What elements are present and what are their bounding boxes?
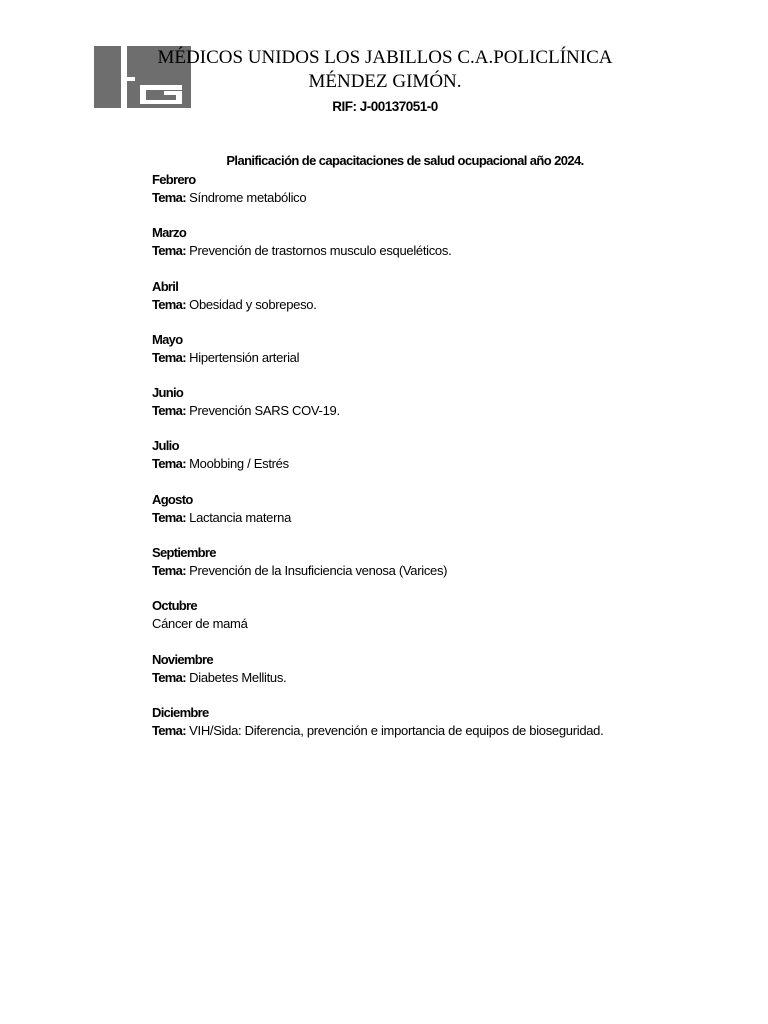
month-label: Julio <box>152 438 179 454</box>
topic-text: Lactancia materna <box>189 509 291 525</box>
training-schedule <box>152 171 712 757</box>
rif-number: RIF: J-00137051-0 <box>332 99 438 114</box>
document-title: Planificación de capacitaciones de salud ocupacional año 2024. <box>226 153 584 168</box>
topic-label: Tema: <box>152 243 186 259</box>
schedule-entry <box>152 437 712 490</box>
topic-label: Tema: <box>152 403 186 419</box>
topic-text: VIH/Sida: Diferencia, prevención e importancia de equipos de bioseguridad. <box>189 722 604 738</box>
topic-line <box>152 722 712 740</box>
schedule-entry <box>152 278 712 331</box>
schedule-entry <box>152 597 712 650</box>
topic-label: Tema: <box>152 669 186 685</box>
schedule-entry <box>152 384 712 437</box>
schedule-entry <box>152 171 712 224</box>
topic-line <box>152 669 712 687</box>
month-label: Noviembre <box>152 651 213 667</box>
schedule-entry <box>152 224 712 277</box>
topic-text: Síndrome metabólico <box>189 190 307 205</box>
topic-label: Tema: <box>152 509 186 525</box>
topic-label: Tema: <box>152 563 186 579</box>
topic-text: Prevención SARS COV-19. <box>189 403 340 419</box>
topic-text: Hipertensión arterial <box>189 349 300 365</box>
topic-line <box>152 349 712 367</box>
topic-line <box>152 242 712 260</box>
topic-text: Diabetes Mellitus. <box>189 669 287 685</box>
topic-text: Cáncer de mamá <box>152 616 248 632</box>
month-label: Diciembre <box>152 704 209 720</box>
month-label: Septiembre <box>152 545 216 561</box>
topic-label: Tema: <box>152 456 186 472</box>
topic-text: Prevención de la Insuficiencia venosa (Varices) <box>189 563 448 579</box>
clinic-name-heading: MÉDICOS UNIDOS LOS JABILLOS C.A.POLICLÍNICA MÉNDEZ GIMÓN. <box>157 47 613 92</box>
schedule-entry <box>152 704 712 757</box>
topic-line <box>152 455 712 473</box>
topic-text: Obesidad y sobrepeso. <box>189 296 317 312</box>
topic-line <box>152 509 712 527</box>
month-label: Octubre <box>152 598 197 614</box>
topic-label: Tema: <box>152 190 186 205</box>
topic-line <box>152 296 712 314</box>
topic-line <box>152 189 712 207</box>
topic-label: Tema: <box>152 722 186 738</box>
schedule-entry <box>152 331 712 384</box>
topic-line <box>152 615 712 633</box>
schedule-entry <box>152 491 712 544</box>
topic-line <box>152 402 712 420</box>
month-label: Abril <box>152 278 179 294</box>
topic-text: Prevención de trastornos musculo esqueléticos. <box>189 243 452 259</box>
month-label: Febrero <box>152 172 196 187</box>
topic-label: Tema: <box>152 296 186 312</box>
month-label: Agosto <box>152 491 193 507</box>
month-label: Junio <box>152 385 184 401</box>
topic-text: Moobbing / Estrés <box>189 456 289 472</box>
month-label: Mayo <box>152 331 183 347</box>
month-label: Marzo <box>152 225 187 241</box>
topic-line <box>152 562 712 580</box>
schedule-entry <box>152 651 712 704</box>
topic-label: Tema: <box>152 349 186 365</box>
schedule-entry <box>152 544 712 597</box>
